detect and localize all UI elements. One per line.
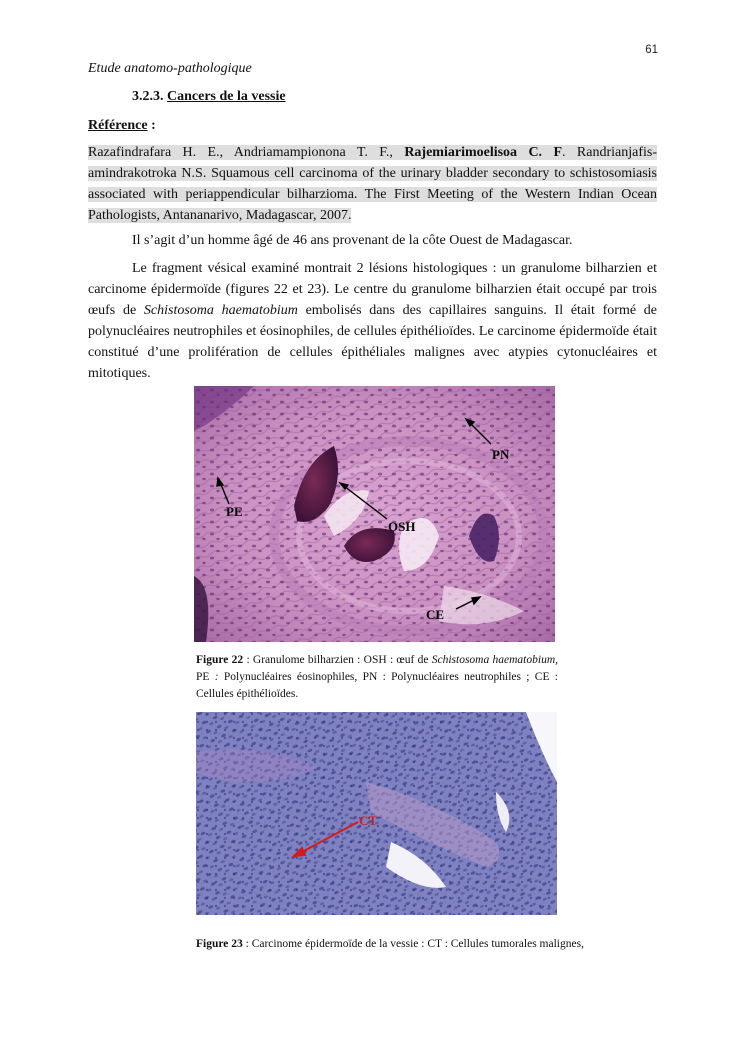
reference-label-suffix: : xyxy=(147,118,156,133)
paragraph-patient: Il s’agit d’un homme âgé de 46 ans provenant de la côte Ouest de Madagascar. xyxy=(132,233,573,248)
figure-22-caption-a: : Granulome bilharzien : OSH : œuf de xyxy=(243,654,432,666)
figure-22-caption-c: : xyxy=(209,671,219,683)
reference-citation xyxy=(88,142,657,226)
figure-22-caption xyxy=(196,652,558,703)
figure-23-caption-label: Figure 23 xyxy=(196,938,243,950)
reference-label xyxy=(88,118,156,134)
reference-citation-rest: . Randrianjafisamindrakotroka N.S. Squamous cell carcinoma of the urinary bladder secondary to schistosomiasis associated with periappendicular bilharzioma. The First Meeting of the Western Indian Ocean Pathologists, Antananarivo, Madagascar, 2007. xyxy=(88,145,658,223)
figure-22-caption-d: Polynucléaires éosinophiles, PN : Polynucléaires neutrophiles ; CE : Cellules épithélioïdes. xyxy=(196,671,558,700)
findings-text-a: Le fragment vésical examiné montrait 2 lésions histologiques : un granulome bilharzien et carcinome épidermoïde (figures 22 et 23). Le centre du granulome bilharzien était occupé par trois œufs de xyxy=(88,261,657,318)
section-title: Cancers de la vessie xyxy=(167,89,286,104)
findings-text-b: embolisés dans des capillaires sanguins. Il était formé de polynucléaires neutrophiles et éosinophiles, de cellules épithélioïdes. Le carcinome épidermoïde était constitué d’une prolifération de cellules épithéliales malignes avec atypies cytonucléaires et mitotiques. xyxy=(88,303,658,381)
label-ce: CE xyxy=(426,607,445,622)
figure-22-caption-label: Figure 22 xyxy=(196,654,244,666)
findings-species: Schistosoma haematobium xyxy=(143,303,298,318)
section-heading xyxy=(132,89,286,105)
figure-23-micrograph xyxy=(196,712,557,915)
figure-23-caption-text: : Carcinome épidermoïde de la vessie : CT : Cellules tumorales malignes, xyxy=(242,938,584,950)
label-ct: CT xyxy=(359,813,378,828)
running-head: Etude anatomo-pathologique xyxy=(88,61,252,76)
label-osh: OSH xyxy=(388,519,416,534)
section-separator: . xyxy=(160,89,167,104)
paragraph-findings xyxy=(88,258,657,384)
label-pn: PN xyxy=(492,447,510,462)
reference-label-text: Référence xyxy=(88,118,148,133)
label-pe: PE xyxy=(226,504,243,519)
figure-23-caption xyxy=(196,936,636,953)
figure-22-caption-species: Schistosoma haematobium, xyxy=(431,654,558,666)
reference-author-bold: Rajemiarimoelisoa C. F xyxy=(404,145,563,160)
reference-authors: Razafindrafara H. E., Andriamampionona T. F., xyxy=(88,145,405,160)
page-number: 61 xyxy=(645,44,658,56)
section-number: 3.2.3 xyxy=(132,89,160,104)
figure-22-micrograph xyxy=(194,386,555,642)
figure-22-caption-b: PE xyxy=(196,671,210,683)
